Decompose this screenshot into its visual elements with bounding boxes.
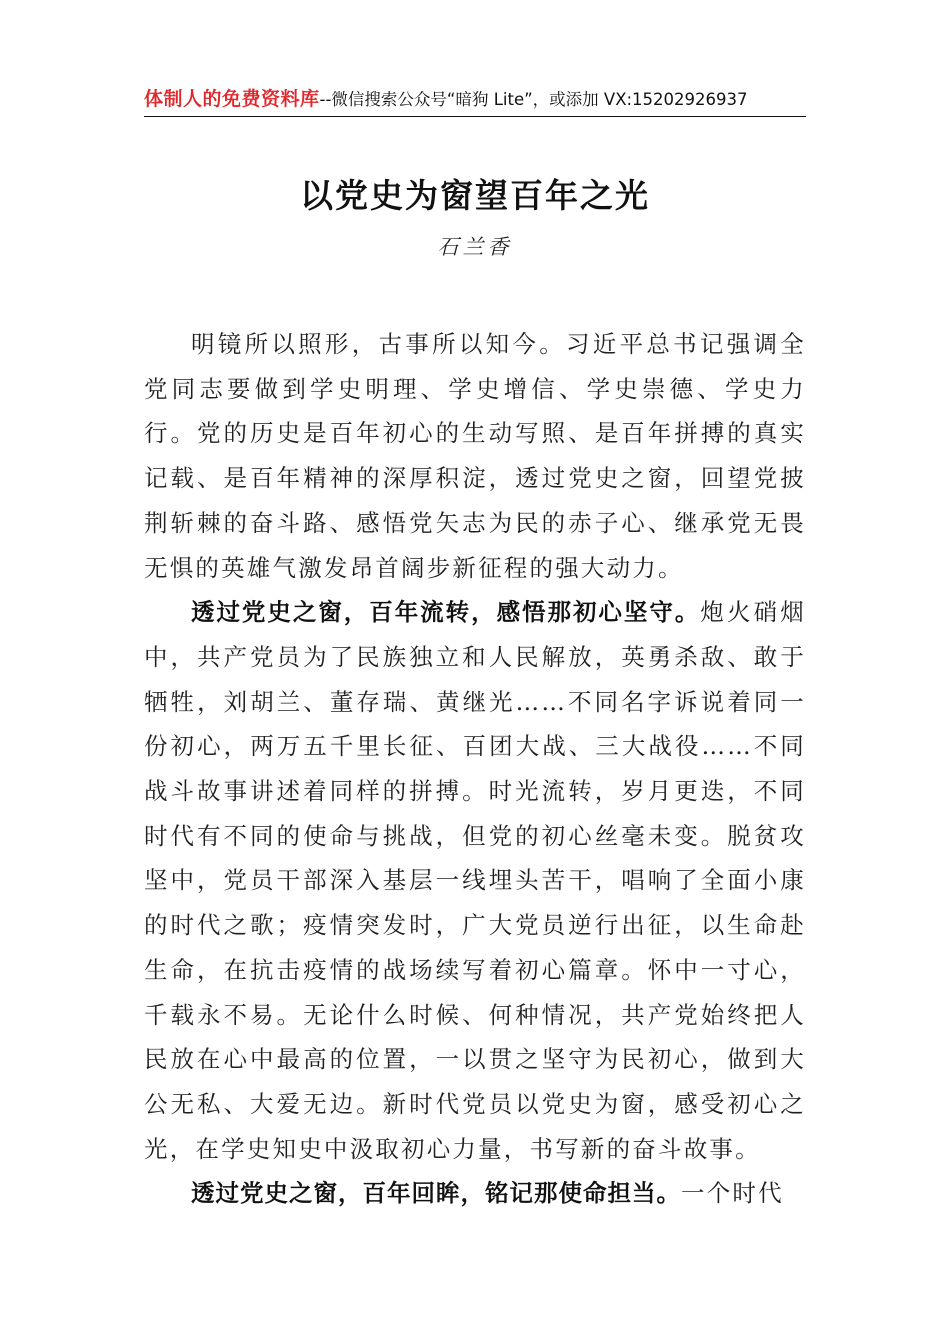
paragraph <box>144 322 806 590</box>
header-brand: 体制人的免费资料库 <box>144 88 320 110</box>
header-subtitle: --微信搜索公众号“暗狗 Lite”，或添加 VX:15202926937 <box>319 90 748 109</box>
paragraph-text: 一个时代 <box>681 1179 784 1208</box>
paragraph-lead: 透过党史之窗，百年流转，感悟那初心坚守。 <box>191 598 701 627</box>
paragraph-text: 炮火硝烟中，共产党员为了民族独立和人民解放，英勇杀敌、敢于牺牲，刘胡兰、董存瑞、黄继光……不同名字诉说着同一份初心，两万五千里长征、百团大战、三大战役……不同战斗故事讲述着同样的拼搏。时光流转，岁月更迭，不同时代有不同的使命与挑战，但党的初心丝毫未变。脱贫攻坚中，党员干部深入基层一线埋头苦干，唱响了全面小康的时代之歌；疫情突发时，广大党员逆行出征，以生命赴生命，在抗击疫情的战场续写着初心篇章。怀中一寸心，千载永不易。无论什么时候、何种情况，共产党始终把人民放在心中最高的位置，一以贯之坚守为民初心，做到大公无私、大爱无边。新时代党员以党史为窗，感受初心之光，在学史知史中汲取初心力量，书写新的奋斗故事。 <box>144 598 806 1163</box>
paragraph <box>144 590 806 1171</box>
paragraph-lead: 透过党史之窗，百年回眸，铭记那使命担当。 <box>191 1179 681 1208</box>
paragraph-text: 明镜所以照形，古事所以知今。习近平总书记强调全党同志要做到学史明理、学史增信、学史崇德、学史力行。党的历史是百年初心的生动写照、是百年拼搏的真实记载、是百年精神的深厚积淀，透过党史之窗，回望党披荆斩棘的奋斗路、感悟党矢志为民的赤子心、继承党无畏无惧的英雄气激发昂首阔步新征程的强大动力。 <box>144 330 806 582</box>
paragraph <box>144 1171 806 1216</box>
article-author: 石兰香 <box>437 235 513 259</box>
page-header <box>144 84 806 114</box>
article-body <box>144 322 806 1216</box>
header-divider <box>144 116 806 117</box>
article-title: 以党史为窗望百年之光 <box>300 176 650 215</box>
